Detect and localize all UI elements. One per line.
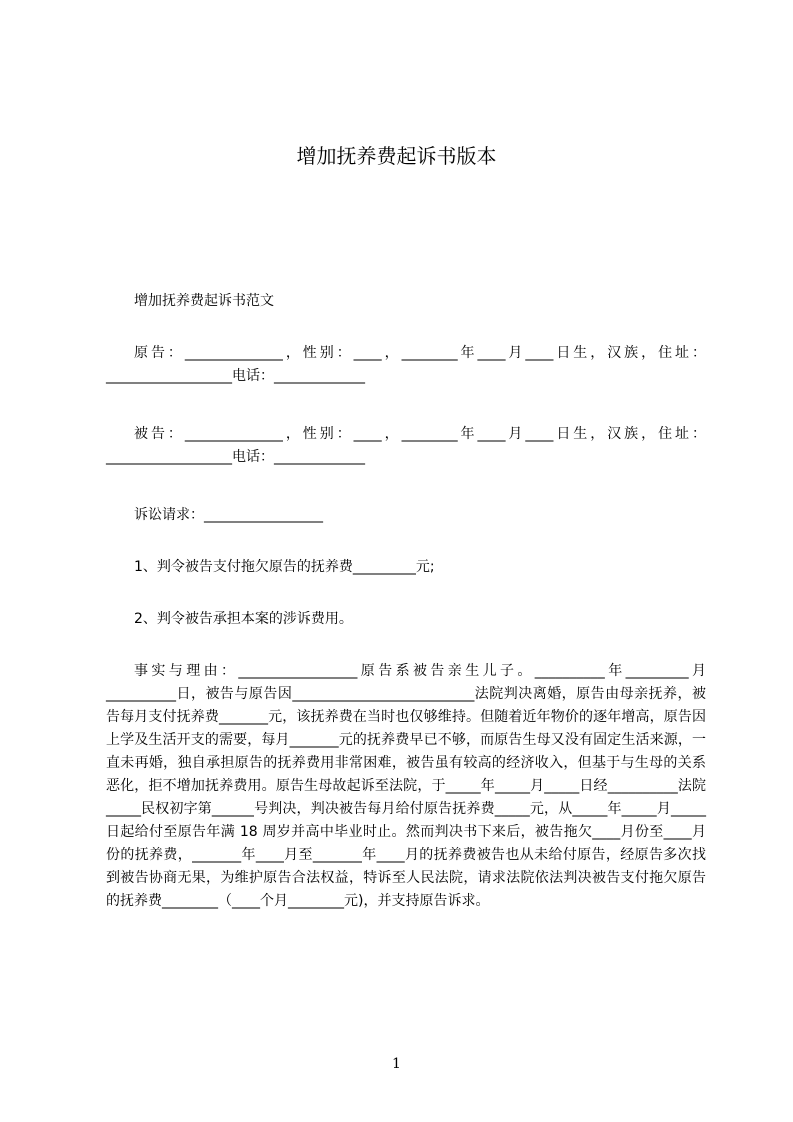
subtitle-paragraph: 增加抚养费起诉书范文 bbox=[134, 293, 274, 309]
plaintiff-paragraph: 原告：______________，性别：____，________年____月____日生，汉族，住址：__________________电话：_____________ bbox=[106, 345, 706, 384]
facts-paragraph: 事实与理由：_________________原告系被告亲生儿子。__________年_________月__________日，被告与原告因__________________________法院判决离婚，原告由母亲抚养，被告每月支付抚养费_______元，该抚养费在当时也仅够维持。但随着近年物价的逐年增高，原告因上学及生活开支的需要，每月_______元的抚养费早已不够，而原告生母又没有固定生活来源，一直未再婚，独自承担原告的抚养费用非常困难，被告虽有较高的经济收入，但基于与生母的关系恶化，拒不增加抚养费用。原告生母故起诉至法院，于_____年_____月_____日经__________法院_____民权初字第______号判决，判决被告每月给付原告抚养费_____元，从_____年_____月_____日起给付至原告年满 18 周岁并高中毕业时止。然而判决书下来后，被告拖欠____月份至____月份的抚养费，_______年____月至_______年____月的抚养费被告也从未给付原告，经原告多次找到被告协商无果，为维护原告合法权益，特诉至人民法院，请求法院依法判决被告支付拖欠原告的抚养费________（____个月________元)，并支持原告诉求。 bbox=[106, 663, 706, 909]
claims-paragraph: 诉讼请求：_________________ bbox=[134, 507, 323, 523]
claim-item-1: 1、判令被告支付拖欠原告的抚养费_________元; bbox=[134, 559, 435, 575]
page-number: 1 bbox=[392, 1056, 401, 1072]
defendant-paragraph: 被告：______________，性别：____，________年____月____日生，汉族，住址：__________________电话：_____________ bbox=[106, 426, 706, 465]
claim-item-2: 2、判令被告承担本案的涉诉费用。 bbox=[134, 611, 353, 627]
page-title: 增加抚养费起诉书版本 bbox=[296, 144, 497, 168]
